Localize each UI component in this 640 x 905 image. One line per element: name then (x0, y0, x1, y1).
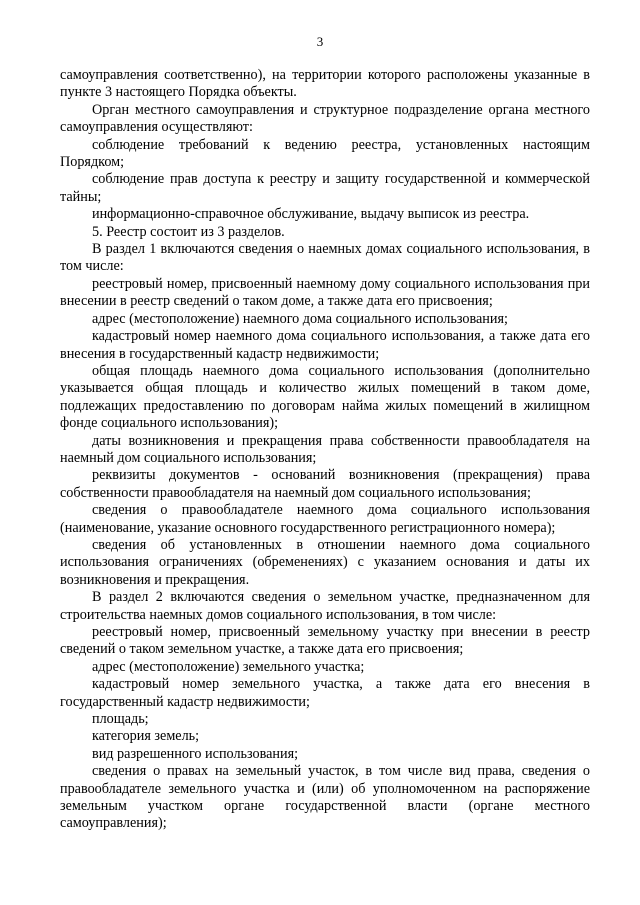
paragraph: категория земель; (92, 728, 200, 745)
paragraph: общая площадь наемного дома социального использования (дополнительно указывается общая площадь и количество жилых помещений в таком доме, подлежащих предоставлению по договорам найма жилых помещений в жилищном фонде социального использования); (60, 362, 590, 432)
paragraph: вид разрешенного использования; (92, 745, 299, 762)
paragraph: сведения об установленных в отношении наемного дома социального использования ограничениях (обременениях) с указанием основания и даты их возникновения и прекращения. (60, 536, 590, 588)
paragraph: Орган местного самоуправления и структурное подразделение органа местного самоуправления осуществляют: (60, 101, 590, 136)
paragraph: реестровый номер, присвоенный земельному участку при внесении в реестр сведений о таком земельном участке, а также дата его присвоения; (60, 624, 590, 658)
paragraph: кадастровый номер наемного дома социального использования, а также дата его внесения в государственный кадастр недвижимости; (60, 328, 590, 362)
paragraph: соблюдение требований к ведению реестра, установленных настоящим Порядком; (60, 136, 590, 171)
paragraph: адрес (местоположение) земельного участка; (92, 658, 365, 675)
paragraph: 5. Реестр состоит из 3 разделов. (92, 223, 285, 240)
paragraph: В раздел 2 включаются сведения о земельном участке, предназначенном для строительства наемных домов социального использования, в том числе: (60, 589, 590, 623)
paragraph: кадастровый номер земельного участка, а также дата его внесения в государственный кадастр недвижимости; (60, 676, 590, 710)
paragraph: реквизиты документов - оснований возникновения (прекращения) права собственности правообладателя на наемный дом социального использования; (60, 467, 590, 501)
paragraph: В раздел 1 включаются сведения о наемных домах социального использования, в том числе: (60, 241, 590, 275)
page-number: 3 (316, 34, 324, 49)
paragraph: даты возникновения и прекращения права собственности правообладателя на наемный дом социального использования; (60, 432, 590, 466)
paragraph: соблюдение прав доступа к реестру и защиту государственной и коммерческой тайны; (60, 171, 590, 205)
paragraph: адрес (местоположение) наемного дома социального использования; (92, 310, 508, 327)
paragraph: сведения о правообладателе наемного дома социального использования (наименование, указание основного государственного регистрационного номера); (60, 502, 590, 536)
paragraph: реестровый номер, присвоенный наемному дому социального использования при внесении в реестр сведений о таком доме, а также дата его присвоения; (60, 275, 590, 310)
document-body (60, 67, 590, 833)
paragraph: площадь; (92, 711, 149, 728)
paragraph: информационно-справочное обслуживание, выдачу выписок из реестра. (92, 206, 530, 223)
paragraph-continuation: самоуправления соответственно), на территории которого расположены указанные в пункте 3 настоящего Порядка объекты. (60, 67, 590, 101)
paragraph: сведения о правах на земельный участок, в том числе вид права, сведения о правообладателе земельного участка и (или) об уполномоченном на распоряжение земельным участком органе государственной власти (органе местного самоуправления); (60, 763, 590, 832)
